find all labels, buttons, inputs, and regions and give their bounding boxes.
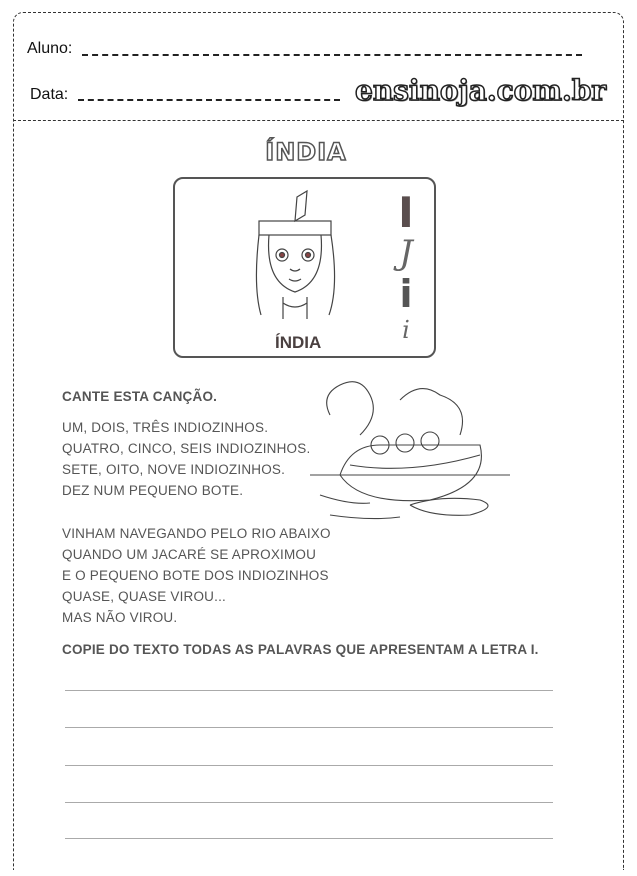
writing-line[interactable] bbox=[65, 727, 553, 728]
date-blank[interactable] bbox=[78, 99, 340, 101]
student-label: Aluno: bbox=[27, 40, 73, 57]
header-divider bbox=[13, 120, 624, 121]
stanza2-line: E O PEQUENO BOTE DOS INDIOZINHOS bbox=[62, 568, 329, 583]
writing-line[interactable] bbox=[65, 765, 553, 766]
writing-line[interactable] bbox=[65, 838, 553, 839]
letter-uppercase-print: I bbox=[398, 188, 414, 237]
student-name-blank[interactable] bbox=[82, 54, 582, 56]
stanza1-line: DEZ NUM PEQUENO BOTE. bbox=[62, 483, 244, 498]
letter-card bbox=[173, 177, 436, 358]
site-logo: ensinoja.com.br bbox=[355, 74, 607, 107]
writing-line[interactable] bbox=[65, 802, 553, 803]
letter-forms bbox=[391, 188, 421, 345]
stanza1-line: QUATRO, CINCO, SEIS INDIOZINHOS. bbox=[62, 441, 311, 456]
card-word: ÍNDIA bbox=[275, 333, 322, 352]
writing-line[interactable] bbox=[65, 690, 553, 691]
page-title: ÍNDIA bbox=[265, 138, 347, 166]
song-instruction: CANTE ESTA CANÇÃO. bbox=[62, 389, 218, 404]
stanza1-line: UM, DOIS, TRÊS INDIOZINHOS. bbox=[62, 420, 269, 435]
stanza1-line: SETE, OITO, NOVE INDIOZINHOS. bbox=[62, 462, 286, 477]
date-label: Data: bbox=[30, 86, 69, 103]
letter-uppercase-cursive: J bbox=[399, 233, 413, 273]
stanza2-line: VINHAM NAVEGANDO PELO RIO ABAIXO bbox=[62, 526, 331, 541]
copy-instruction: COPIE DO TEXTO TODAS AS PALAVRAS QUE APRESENTAM A LETRA I. bbox=[62, 642, 539, 657]
stanza2-line: MAS NÃO VIROU. bbox=[62, 610, 178, 625]
letter-lowercase-cursive: i bbox=[402, 316, 410, 344]
stanza2-line: QUASE, QUASE VIROU... bbox=[62, 589, 226, 604]
canoe-illustration bbox=[310, 375, 510, 525]
letter-lowercase-print: i bbox=[399, 272, 413, 316]
stanza2-line: QUANDO UM JACARÉ SE APROXIMOU bbox=[62, 547, 317, 562]
indian-girl-illustration bbox=[245, 187, 345, 327]
